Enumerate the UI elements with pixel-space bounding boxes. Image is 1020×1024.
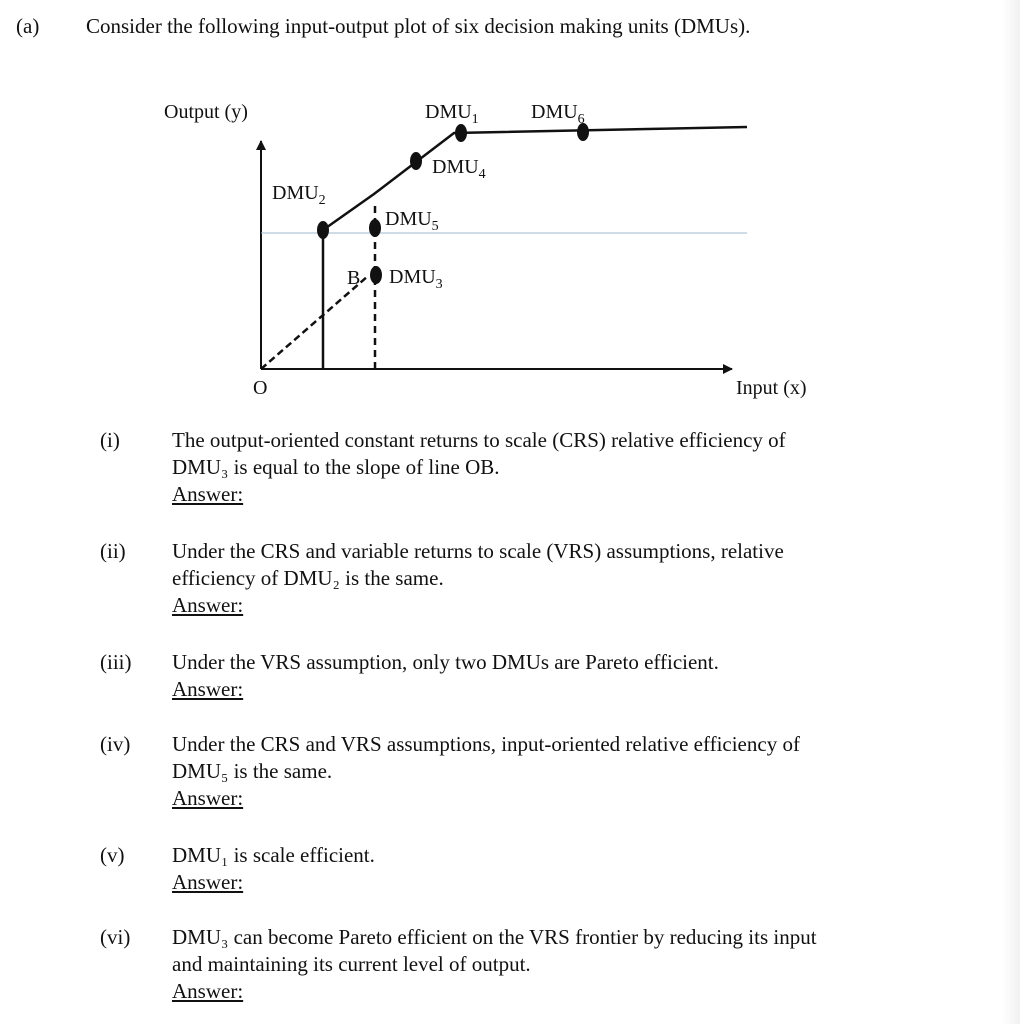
question-line: Under the CRS and variable returns to scale (VRS) assumptions, relative: [172, 539, 784, 563]
point-b-label: B: [347, 267, 361, 289]
answer-label: Answer:: [172, 677, 244, 701]
question-line: Under the VRS assumption, only two DMUs are Pareto efficient.: [172, 650, 719, 674]
question-number: (vi): [100, 925, 131, 949]
dmu5-point: [369, 219, 381, 237]
dmu2-point: [317, 221, 329, 239]
answer-label: Answer:: [172, 593, 244, 617]
dmu1-label: $DMU_1$: [425, 101, 479, 127]
question-line: DMU₃ can become Pareto efficient on the VRS frontier by reducing its input: [172, 925, 817, 949]
x-axis-label: Input (x): [736, 377, 807, 399]
answer-label: Answer:: [172, 979, 244, 1003]
question-line: Under the CRS and VRS assumptions, input-oriented relative efficiency of: [172, 732, 800, 756]
dmu1-point: [455, 124, 467, 142]
dmu6-label: $DMU_6$: [531, 101, 585, 127]
question-number: (i): [100, 428, 120, 452]
answer-label: Answer:: [172, 482, 244, 506]
question-line: DMU₃ is equal to the slope of line OB.: [172, 455, 500, 479]
dmu3-point: [370, 266, 382, 284]
input-output-plot: [0, 0, 1020, 420]
question-number: (ii): [100, 539, 126, 563]
dmu5-label: $DMU_5$: [385, 208, 439, 234]
question-number: (v): [100, 843, 125, 867]
question-line: and maintaining its current level of output.: [172, 952, 531, 976]
dmu3-label: $DMU_3$: [389, 266, 443, 292]
question-number: (iv): [100, 732, 131, 756]
answer-label: Answer:: [172, 786, 244, 810]
crs-ray-ob: [261, 276, 368, 369]
part-label: (a): [16, 14, 40, 38]
answer-label: Answer:: [172, 870, 244, 894]
question-line: efficiency of DMU₂ is the same.: [172, 566, 444, 590]
question-line: DMU₅ is the same.: [172, 759, 333, 783]
dmu4-point: [410, 152, 422, 170]
dmu4-label: $DMU_4$: [432, 156, 486, 182]
y-axis-label: Output (y): [164, 101, 248, 123]
intro-text: Consider the following input-output plot of six decision making units (DMUs).: [86, 14, 751, 38]
dmu2-label: $DMU_2$: [272, 182, 326, 208]
vrs-frontier: [323, 127, 747, 369]
question-line: The output-oriented constant returns to scale (CRS) relative efficiency of: [172, 428, 786, 452]
question-line: DMU₁ is scale efficient.: [172, 843, 375, 867]
origin-label: O: [253, 377, 268, 399]
question-number: (iii): [100, 650, 132, 674]
